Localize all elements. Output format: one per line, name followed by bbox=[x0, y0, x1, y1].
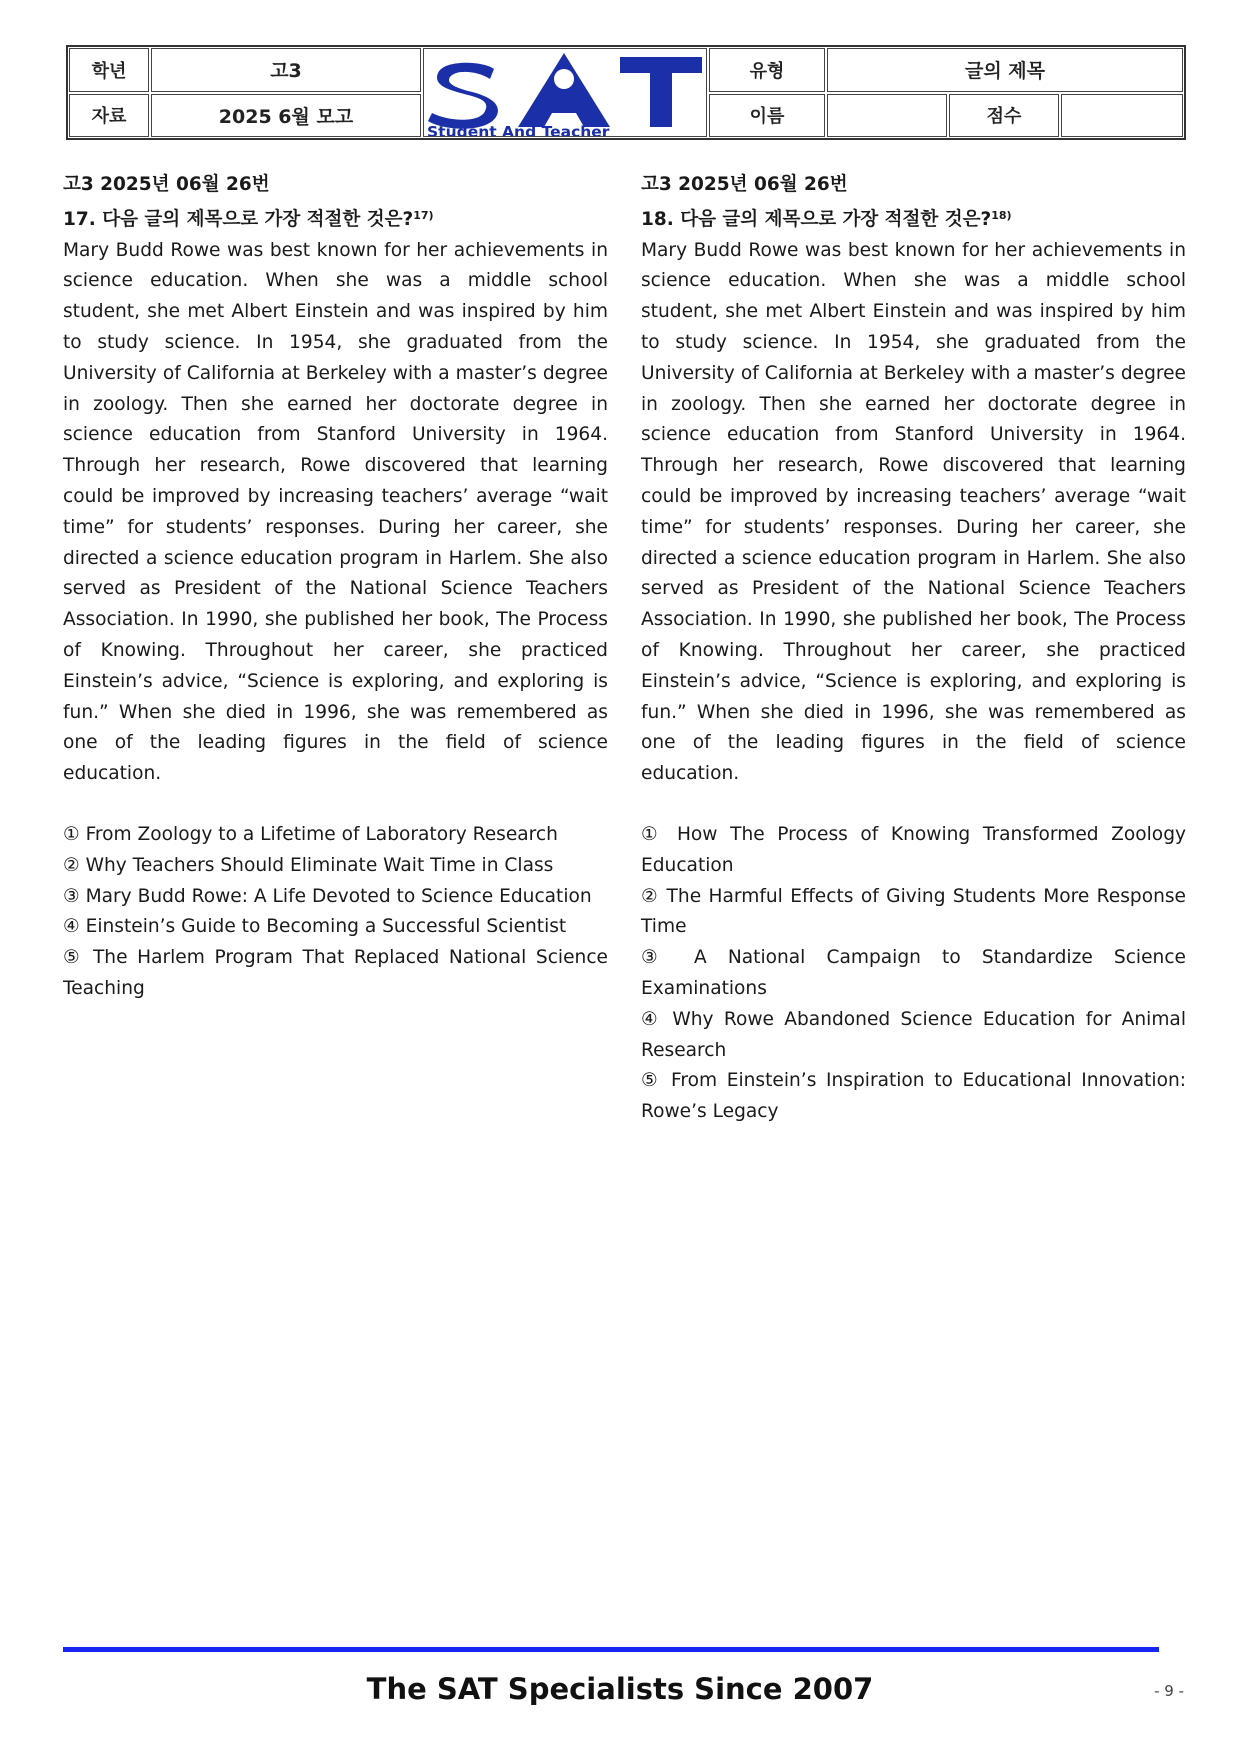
footnote-marker: 17) bbox=[413, 208, 434, 222]
name-label: 이름 bbox=[709, 94, 825, 138]
passage-text: Mary Budd Rowe was best known for her achievements in science education. When she was a middle school student, she met Albert Einstein and was inspired by him to study science. In 1954, she graduated from the University of California at Berkeley with a master’s degree in zoology. Then she earned her doctorate degree in science education from Stanford University in 1964. Through her research, Rowe discovered that learning could be improved by increasing teachers’ average “wait time” for students’ responses. During her career, she directed a science education program in Harlem. She also served as President of the National Science Teachers Association. In 1990, she published her book, The Process of Knowing. Throughout her career, she practiced Einstein’s advice, “Science is exploring, and exploring is fun.” When she died in 1996, she was remembered as one of the leading figures in the field of science education. bbox=[63, 239, 608, 785]
grade-value: 고3 bbox=[151, 48, 421, 92]
logo-caption: Student And Teacher bbox=[427, 123, 610, 137]
question-meta: 고3 2025년 06월 26번 bbox=[641, 174, 848, 195]
question-18-column bbox=[641, 170, 1186, 1128]
question-text: 17. 다음 글의 제목으로 가장 적절한 것은? bbox=[63, 208, 414, 230]
answer-option[interactable]: ① How The Process of Knowing Transformed Zoology Education bbox=[641, 823, 1186, 876]
type-label: 유형 bbox=[709, 48, 825, 92]
sat-logo bbox=[423, 48, 707, 137]
answer-option[interactable]: ② Why Teachers Should Eliminate Wait Time in Class bbox=[63, 854, 554, 876]
score-label: 점수 bbox=[949, 94, 1059, 138]
answer-options bbox=[63, 820, 608, 1005]
answer-option[interactable]: ② The Harmful Effects of Giving Students More Response Time bbox=[641, 885, 1186, 938]
footnote-marker: 18) bbox=[991, 208, 1012, 222]
answer-option[interactable]: ⑤ From Einstein’s Inspiration to Educational Innovation: Rowe’s Legacy bbox=[641, 1070, 1186, 1123]
question-title bbox=[641, 201, 1186, 236]
page-number: - 9 - bbox=[1154, 1682, 1184, 1700]
sat-logo-graphic bbox=[424, 49, 706, 137]
type-value: 글의 제목 bbox=[827, 48, 1183, 92]
source-label: 자료 bbox=[69, 94, 149, 138]
question-title bbox=[63, 201, 608, 236]
answer-option[interactable]: ⑤ The Harlem Program That Replaced National Science Teaching bbox=[63, 947, 608, 999]
answer-option[interactable]: ④ Why Rowe Abandoned Science Education for Animal Research bbox=[641, 1008, 1186, 1061]
answer-option[interactable]: ③ Mary Budd Rowe: A Life Devoted to Science Education bbox=[63, 885, 592, 907]
worksheet-header bbox=[66, 45, 1186, 140]
passage-text: Mary Budd Rowe was best known for her achievements in science education. When she was a middle school student, she met Albert Einstein and was inspired by him to study science. In 1954, she graduated from the University of California at Berkeley with a master’s degree in zoology. Then she earned her doctorate degree in science education from Stanford University in 1964. Through her research, Rowe discovered that learning could be improved by increasing teachers’ average “wait time” for students’ responses. During her career, she directed a science education program in Harlem. She also served as President of the National Science Teachers Association. In 1990, she published her book, The Process of Knowing. Throughout her career, she practiced Einstein’s advice, “Science is exploring, and exploring is fun.” When she died in 1996, she was remembered as one of the leading figures in the field of science education. bbox=[641, 239, 1186, 785]
answer-option[interactable]: ④ Einstein’s Guide to Becoming a Successful Scientist bbox=[63, 916, 567, 938]
answer-options bbox=[641, 820, 1186, 1128]
answer-option[interactable]: ① From Zoology to a Lifetime of Laboratory Research bbox=[63, 823, 558, 845]
answer-option[interactable]: ③ A National Campaign to Standardize Science Examinations bbox=[641, 947, 1186, 999]
name-field[interactable] bbox=[827, 94, 947, 138]
score-field[interactable] bbox=[1061, 94, 1183, 138]
question-meta: 고3 2025년 06월 26번 bbox=[63, 174, 270, 195]
footer-divider bbox=[63, 1647, 1159, 1652]
footer-tagline: The SAT Specialists Since 2007 bbox=[366, 1672, 874, 1706]
grade-label: 학년 bbox=[69, 48, 149, 92]
question-17-column bbox=[63, 170, 608, 1005]
question-text: 18. 다음 글의 제목으로 가장 적절한 것은? bbox=[641, 208, 992, 230]
source-value: 2025 6월 모고 bbox=[151, 94, 421, 138]
